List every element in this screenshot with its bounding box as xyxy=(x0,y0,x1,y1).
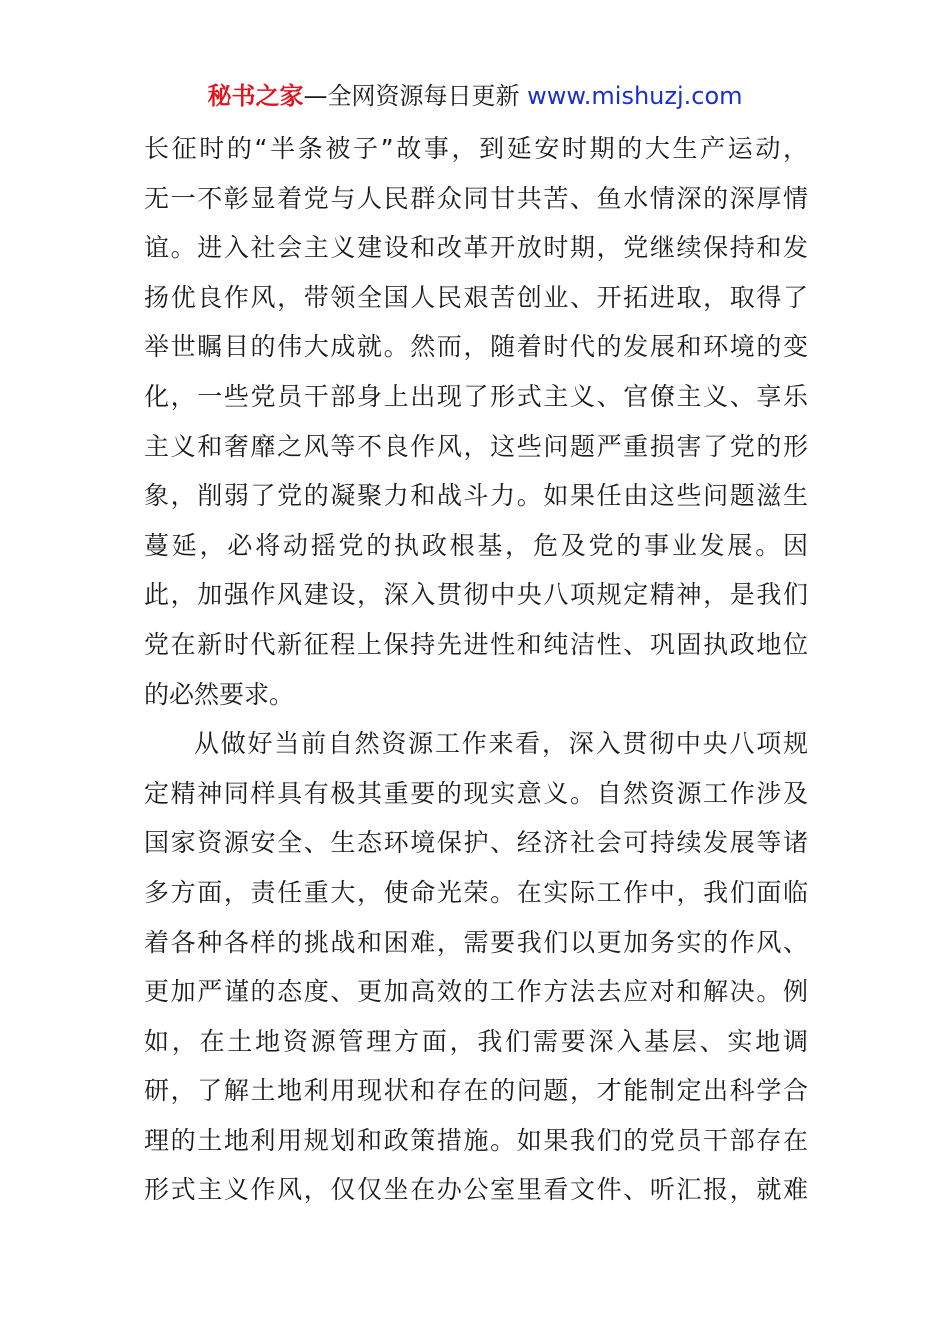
text-line: 举世瞩目的伟大成就。然而，随着时代的发展和环境的变 xyxy=(144,332,808,362)
text-line: 象，削弱了党的凝聚力和战斗力。如果任由这些问题滋生 xyxy=(144,481,808,511)
text-line: 的必然要求。 xyxy=(144,679,295,709)
text-line: 研，了解土地利用现状和存在的问题，才能制定出科学合 xyxy=(144,1076,808,1106)
text-line: 国家资源安全、生态环境保护、经济社会可持续发展等诸 xyxy=(144,828,808,858)
text-line: 党在新时代新征程上保持先进性和纯洁性、巩固执政地位 xyxy=(144,629,808,659)
text-line: 定精神同样具有极其重要的现实意义。自然资源工作涉及 xyxy=(144,778,808,808)
text-line: 如，在土地资源管理方面，我们需要深入基层、实地调 xyxy=(144,1026,808,1056)
brand-name: 秘书之家 xyxy=(207,82,304,110)
text-line: 无一不彰显着党与人民群众同甘共苦、鱼水情深的深厚情 xyxy=(144,183,808,213)
text-line: 多方面，责任重大，使命光荣。在实际工作中，我们面临 xyxy=(144,877,808,907)
header-tagline: —全网资源每日更新 xyxy=(303,82,520,110)
text-line: 着各种各样的挑战和困难，需要我们以更加务实的作风、 xyxy=(144,927,808,957)
text-line: 长征时的“半条被子”故事，到延安时期的大生产运动， xyxy=(144,134,808,163)
text-line: 蔓延，必将动摇党的执政根基，危及党的事业发展。因 xyxy=(144,530,808,560)
page-header xyxy=(0,80,950,112)
text-line: 此，加强作风建设，深入贯彻中央八项规定精神，是我们 xyxy=(144,580,808,610)
text-line: 形式主义作风，仅仅坐在办公室里看文件、听汇报，就难 xyxy=(144,1175,808,1205)
text-line: 主义和奢靡之风等不良作风，这些问题严重损害了党的形 xyxy=(144,431,808,461)
text-line: 扬优良作风，带领全国人民艰苦创业、开拓进取，取得了 xyxy=(144,282,808,312)
text-line: 理的土地利用规划和政策措施。如果我们的党员干部存在 xyxy=(144,1125,808,1155)
site-url-link[interactable]: www.mishuzj.com xyxy=(527,82,743,110)
text-line: 谊。进入社会主义建设和改革开放时期，党继续保持和发 xyxy=(144,233,808,263)
document-body xyxy=(144,124,808,1215)
text-line: 从做好当前自然资源工作来看，深入贯彻中央八项规 xyxy=(194,729,808,759)
text-line: 化，一些党员干部身上出现了形式主义、官僚主义、享乐 xyxy=(144,381,808,411)
text-line: 更加严谨的态度、更加高效的工作方法去应对和解决。例 xyxy=(144,977,808,1007)
